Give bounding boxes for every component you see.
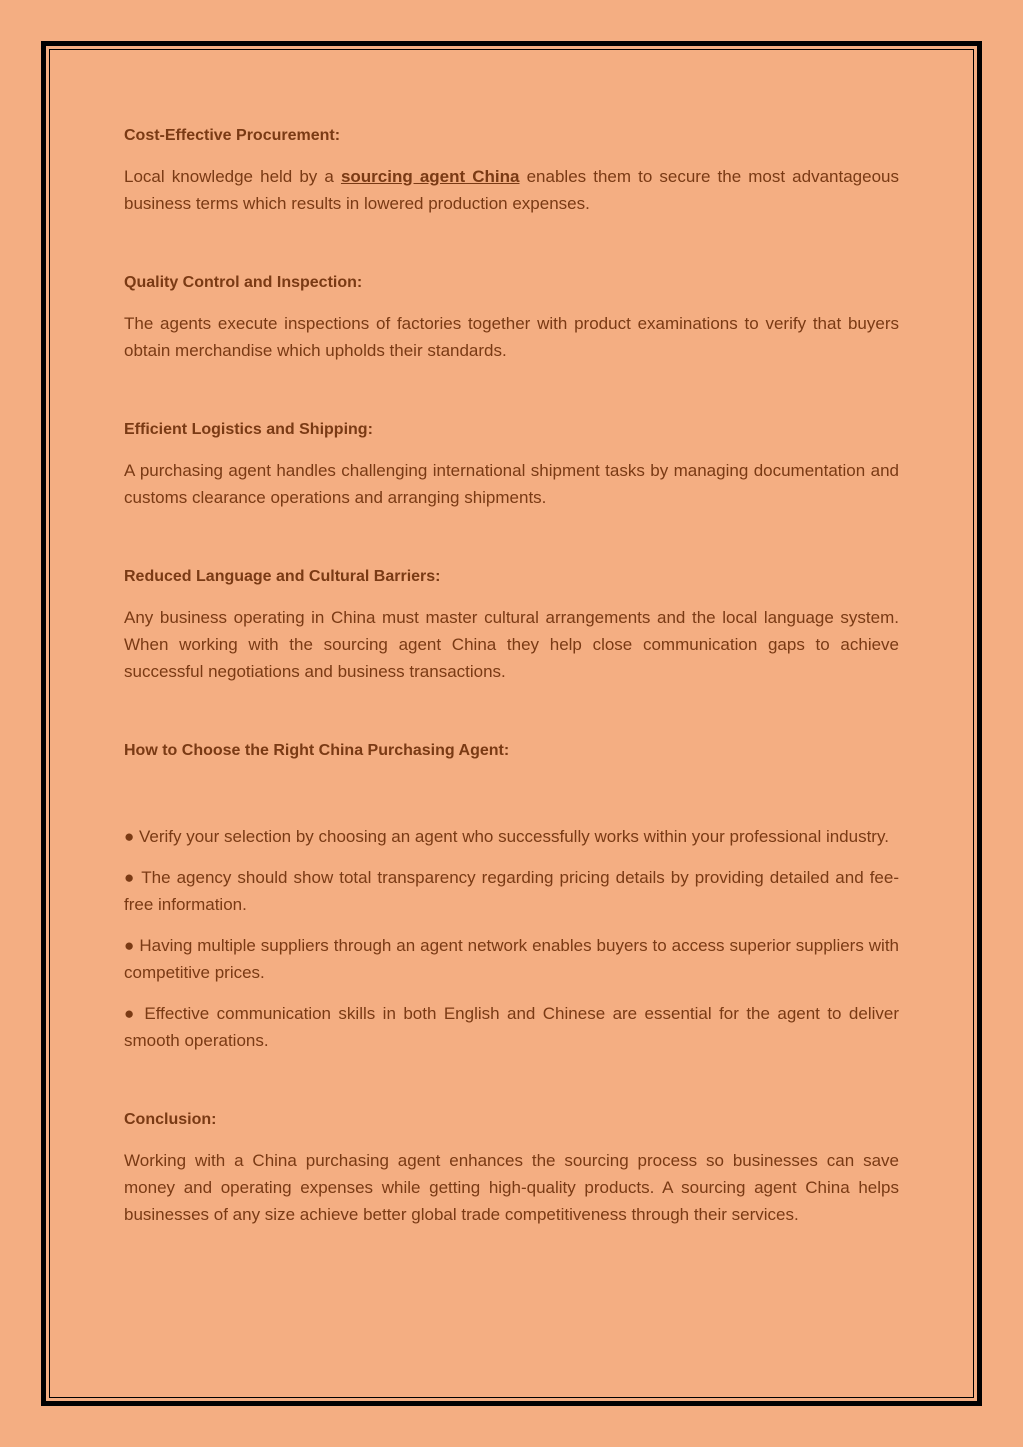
section-heading: Quality Control and Inspection: bbox=[124, 274, 363, 291]
section-heading: How to Choose the Right China Purchasing Agent: bbox=[124, 742, 510, 759]
section-paragraph bbox=[124, 163, 899, 217]
section-cost-effective bbox=[124, 124, 899, 217]
section-heading: Efficient Logistics and Shipping: bbox=[124, 421, 373, 438]
list-item: ● The agency should show total transparency regarding pricing details by providing detailed and fee-free information. bbox=[124, 868, 899, 914]
section-quality-control bbox=[124, 271, 899, 364]
section-paragraph: A purchasing agent handles challenging international shipment tasks by managing documentation and customs clearance operations and arranging shipments. bbox=[124, 461, 899, 507]
section-logistics bbox=[124, 418, 899, 511]
section-paragraph: Working with a China purchasing agent enhances the sourcing process so businesses can save money and operating expenses while getting high-quality products. A sourcing agent China helps businesses of any size achieve better global trade competitiveness through their services. bbox=[124, 1151, 899, 1224]
sourcing-agent-link[interactable]: sourcing agent China bbox=[340, 167, 520, 186]
bullet-list bbox=[124, 823, 899, 1054]
section-heading: Cost-Effective Procurement: bbox=[124, 127, 341, 144]
list-item: ● Verify your selection by choosing an agent who successfully works within your professional industry. bbox=[124, 827, 889, 846]
section-conclusion bbox=[124, 1108, 899, 1228]
section-language-barriers bbox=[124, 565, 899, 685]
section-heading: Reduced Language and Cultural Barriers: bbox=[124, 568, 441, 585]
section-paragraph: Any business operating in China must master cultural arrangements and the local language system. When working with the sourcing agent China they help close communication gaps to achieve successful negotiations and business transactions. bbox=[124, 608, 899, 681]
section-paragraph: The agents execute inspections of factories together with product examinations to verify that buyers obtain merchandise which upholds their standards. bbox=[124, 314, 899, 360]
section-heading: Conclusion: bbox=[124, 1111, 217, 1128]
list-item: ● Effective communication skills in both English and Chinese are essential for the agent to deliver smooth operations. bbox=[124, 1004, 899, 1050]
paragraph-text: enables them to secure the most advantageous business terms which results in lowered production expenses. bbox=[124, 167, 899, 213]
paragraph-text: Local knowledge held by a bbox=[124, 167, 341, 186]
document-body bbox=[124, 124, 899, 1282]
section-choose-agent bbox=[124, 739, 899, 763]
list-item: ● Having multiple suppliers through an agent network enables buyers to access superior suppliers with competitive prices. bbox=[124, 936, 899, 982]
